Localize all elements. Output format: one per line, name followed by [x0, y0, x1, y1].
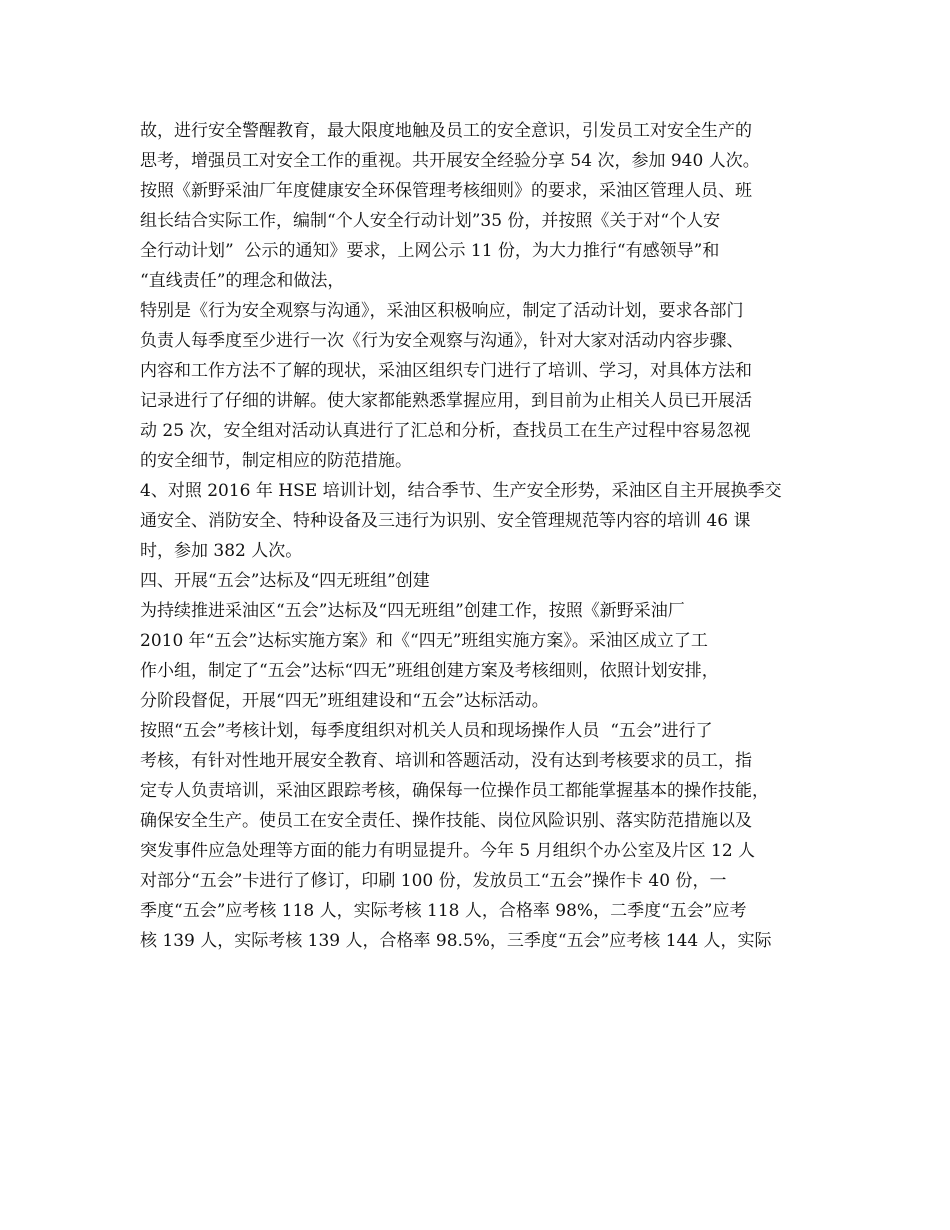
- text-line: 突发事件应急处理等方面的能力有明显提升。今年 5 月组织个办公室及片区 12 人: [140, 841, 756, 861]
- text-line: 作小组，制定了“五会”达标“四无”班组创建方案及考核细则，依照计划安排，: [140, 661, 719, 681]
- text-line: 按照《新野采油厂年度健康安全环保管理考核细则》的要求，采油区管理人员、班: [140, 181, 752, 201]
- document-body: [140, 116, 820, 956]
- text-line: 为持续推进采油区“五会”达标及“四无班组”创建工作，按照《新野采油厂: [140, 601, 685, 621]
- text-line: 记录进行了仔细的讲解。使大家都能熟悉掌握应用，到目前为止相关人员已开展活: [140, 391, 752, 411]
- text-line: 核 139 人，实际考核 139 人，合格率 98.5%，三季度“五会”应考核 144 人，实际: [140, 931, 772, 951]
- section-heading: 四、开展“五会”达标及“四无班组”创建: [140, 571, 430, 591]
- text-line: 故，进行安全警醒教育，最大限度地触及员工的安全意识，引发员工对安全生产的: [140, 121, 752, 141]
- text-line: 4、对照 2016 年 HSE 培训计划，结合季节、生产安全形势，采油区自主开展换季交: [140, 481, 782, 501]
- text-line: 动 25 次，安全组对活动认真进行了汇总和分析，查找员工在生产过程中容易忽视: [140, 421, 751, 441]
- text-line: 按照“五会”考核计划，每季度组织对机关人员和现场操作人员 “五会”进行了: [140, 721, 713, 741]
- text-line: 分阶段督促，开展“四无”班组建设和“五会”达标活动。: [140, 691, 549, 711]
- text-line: 特别是《行为安全观察与沟通》，采油区积极响应，制定了活动计划，要求各部门: [140, 301, 744, 321]
- text-line: 对部分“五会”卡进行了修订，印刷 100 份，发放员工“五会”操作卡 40 份，一: [140, 871, 727, 891]
- text-line: 季度“五会”应考核 118 人，实际考核 118 人，合格率 98%，二季度“五会”应考: [140, 901, 747, 921]
- text-line: 负责人每季度至少进行一次《行为安全观察与沟通》，针对大家对活动内容步骤、: [140, 331, 744, 351]
- text-line: 的安全细节，制定相应的防范措施。: [140, 451, 412, 471]
- text-line: 通安全、消防安全、特种设备及三违行为识别、安全管理规范等内容的培训 46 课: [140, 511, 751, 531]
- text-line: 2010 年“五会”达标实施方案》和《“四无”班组实施方案》。采油区成立了工: [140, 631, 708, 651]
- text-line: “直线责任”的理念和做法，: [140, 271, 345, 291]
- text-line: 定专人负责培训，采油区跟踪考核，确保每一位操作员工都能掌握基本的操作技能，: [140, 781, 769, 801]
- text-line: 确保安全生产。使员工在安全责任、操作技能、岗位风险识别、落实防范措施以及: [140, 811, 752, 831]
- text-line: 思考，增强员工对安全工作的重视。共开展安全经验分享 54 次，参加 940 人次。: [140, 151, 760, 171]
- text-line: 考核，有针对性地开展安全教育、培训和答题活动，没有达到考核要求的员工，指: [140, 751, 752, 771]
- text-line: 全行动计划” 公示的通知》要求，上网公示 11 份，为大力推行“有感领导”和: [140, 241, 720, 261]
- text-line: 内容和工作方法不了解的现状，采油区组织专门进行了培训、学习，对具体方法和: [140, 361, 752, 381]
- text-line: 时，参加 382 人次。: [140, 541, 303, 561]
- text-line: 组长结合实际工作，编制“个人安全行动计划”35 份，并按照《关于对“个人安: [140, 211, 721, 231]
